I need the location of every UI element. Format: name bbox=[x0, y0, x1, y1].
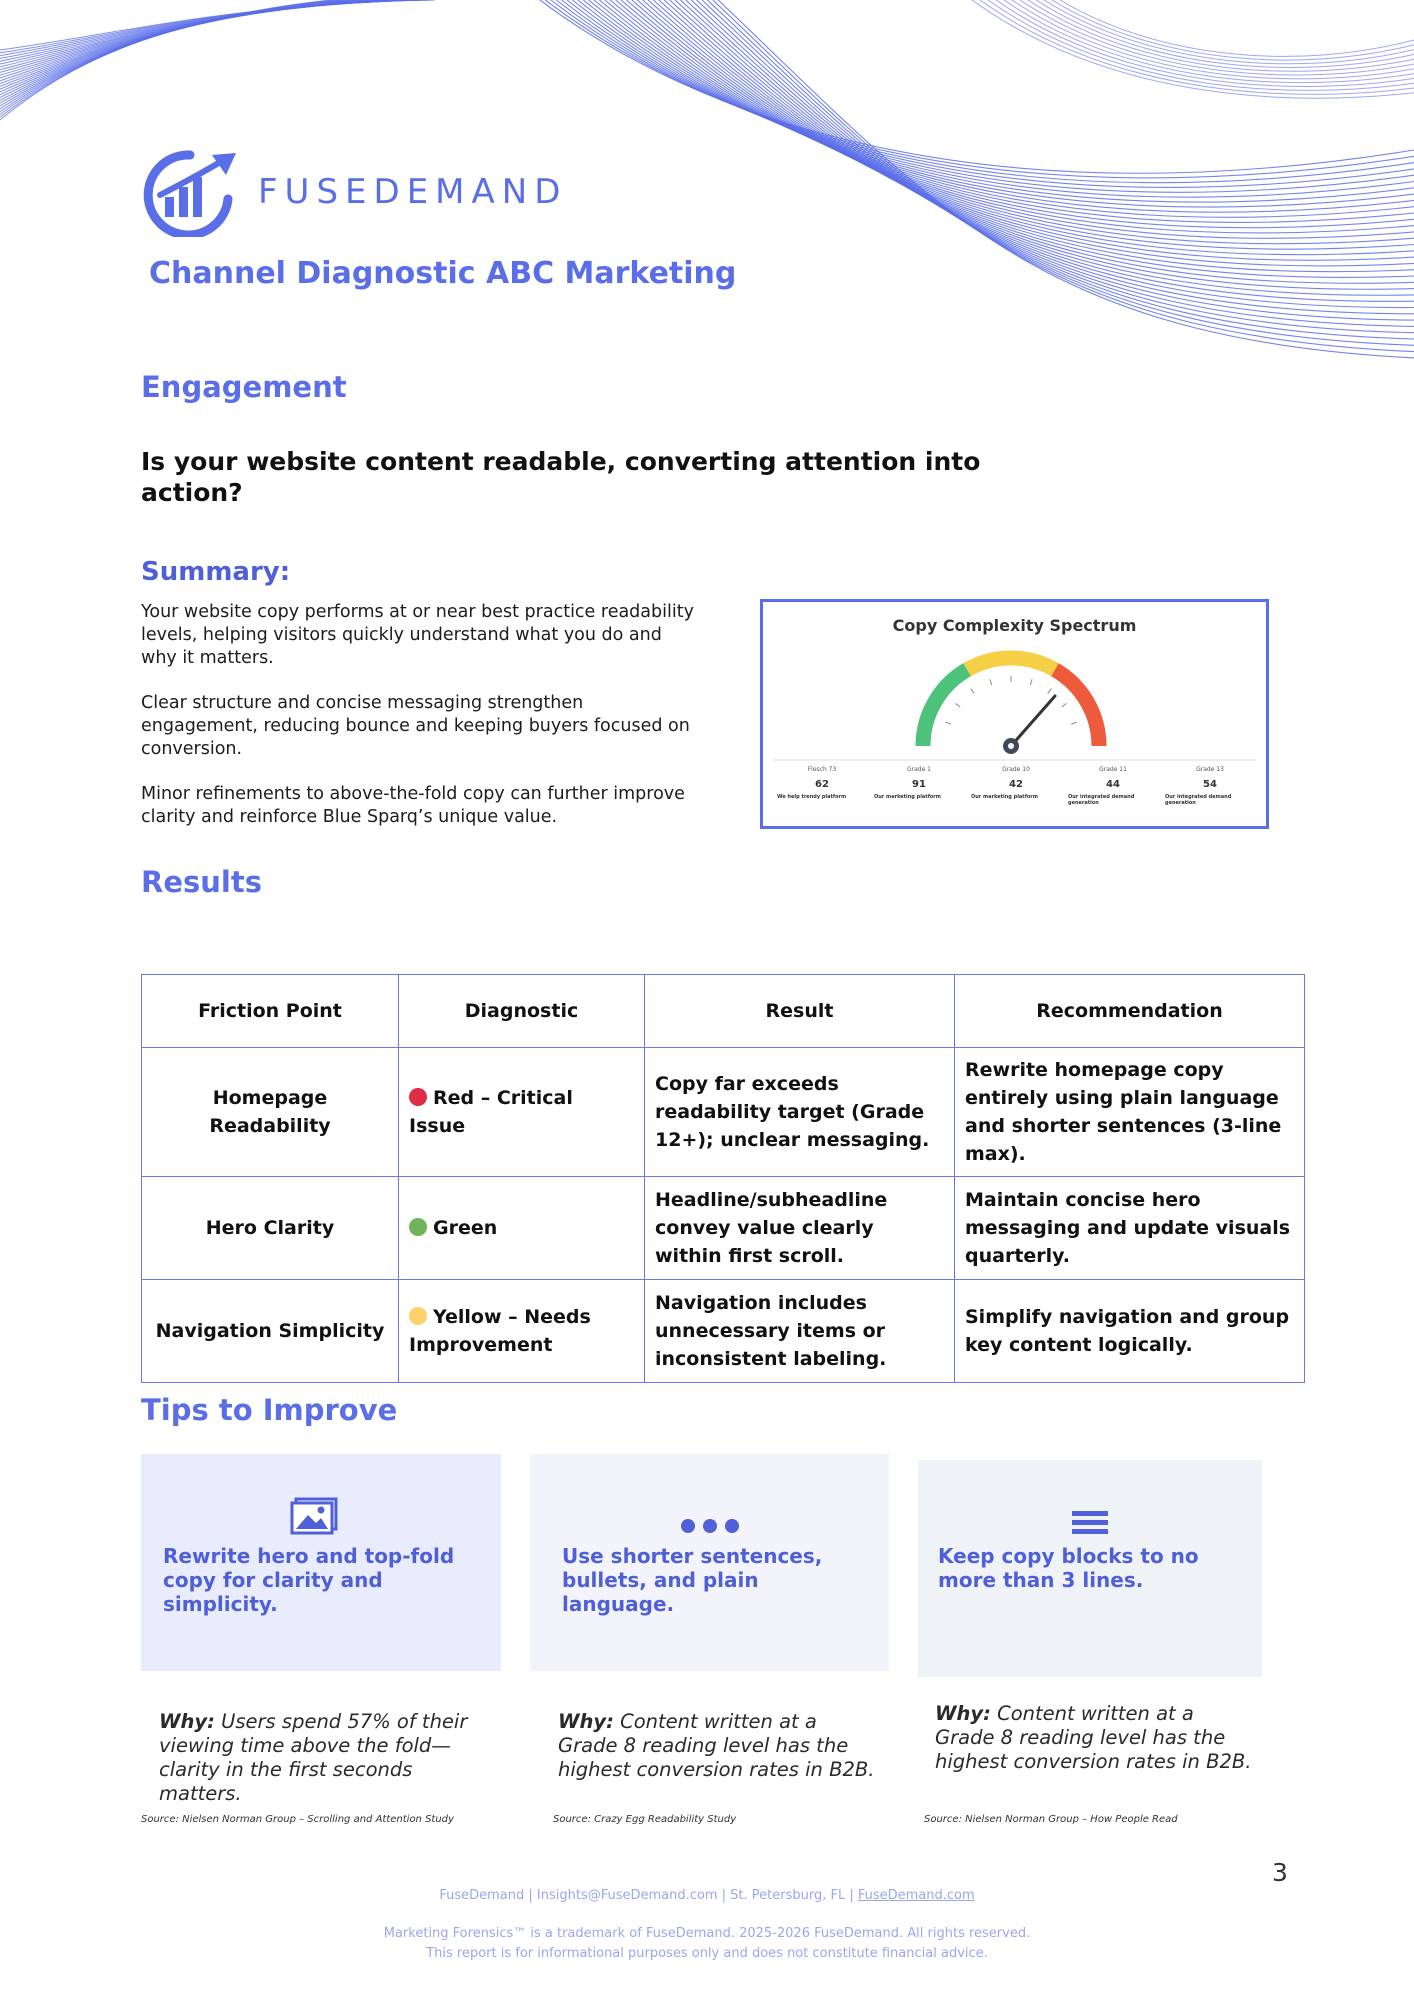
result-cell: Navigation includes unnecessary items or inconsistent labeling. bbox=[645, 1280, 955, 1383]
diagnostic-label: Green bbox=[433, 1217, 498, 1239]
gauge-column-score: 44 bbox=[1106, 779, 1120, 790]
image-icon bbox=[290, 1497, 338, 1535]
recommendation-cell: Rewrite homepage copy entirely using plain language and shorter sentences (3-line max). bbox=[955, 1048, 1305, 1177]
why-label: Why: bbox=[558, 1710, 614, 1733]
why-label: Why: bbox=[935, 1702, 991, 1725]
gauge-column-heading: We help trendy platform bbox=[777, 794, 847, 800]
header-recommendation: Recommendation bbox=[955, 975, 1305, 1048]
gauge-needle bbox=[1011, 696, 1055, 746]
results-heading: Results bbox=[141, 865, 262, 899]
gauge-column-score: 62 bbox=[815, 779, 829, 790]
gauge-column bbox=[971, 766, 1061, 800]
header-diagnostic: Diagnostic bbox=[399, 975, 645, 1048]
lines-icon bbox=[1072, 1511, 1108, 1535]
footer-contact bbox=[0, 1888, 1414, 1903]
diagnostic-cell bbox=[399, 1280, 645, 1383]
friction-point-cell: Hero Clarity bbox=[142, 1177, 399, 1280]
table-row bbox=[142, 1280, 1305, 1383]
gauge-column bbox=[874, 766, 964, 800]
status-dot-green-icon bbox=[409, 1218, 427, 1236]
tip-source-2: Source: Crazy Egg Readability Study bbox=[553, 1814, 737, 1825]
gauge-title: Copy Complexity Spectrum bbox=[892, 616, 1137, 635]
tip-source-1: Source: Nielsen Norman Group – Scrolling and Attention Study bbox=[141, 1814, 454, 1825]
diagnostic-cell bbox=[399, 1177, 645, 1280]
result-cell: Copy far exceeds readability target (Grade 12+); unclear messaging. bbox=[645, 1048, 955, 1177]
result-cell: Headline/subheadline convey value clearly within first scroll. bbox=[645, 1177, 955, 1280]
tips-heading: Tips to Improve bbox=[141, 1393, 398, 1427]
engagement-question: Is your website content readable, converting attention into action? bbox=[141, 447, 981, 507]
footer-contact-text: FuseDemand | Insights@FuseDemand.com | St. Petersburg, FL | bbox=[439, 1888, 858, 1903]
why-text: Content written at a Grade 8 reading level has the highest conversion rates in B2B. bbox=[935, 1702, 1252, 1773]
brand-name: FUSEDEMAND bbox=[258, 172, 568, 212]
tip-text-2: Use shorter sentences, bullets, and plain language. bbox=[562, 1544, 823, 1616]
tip-text-3: Keep copy blocks to no more than 3 lines. bbox=[938, 1544, 1199, 1592]
table-header-row bbox=[142, 975, 1305, 1048]
gauge-column-label: Grade 13 bbox=[1196, 766, 1224, 773]
copy-complexity-gauge bbox=[760, 599, 1269, 829]
summary-paragraph-2: Clear structure and concise messaging strengthen engagement, reducing bounce and keeping buyers focused on conversion. bbox=[141, 693, 690, 759]
gauge-column-label: Grade 11 bbox=[1099, 766, 1127, 773]
gauge-column-label: Grade 1 bbox=[906, 766, 932, 773]
diagnostic-label: Red – Critical Issue bbox=[409, 1087, 573, 1137]
gauge-column bbox=[777, 766, 867, 800]
summary-paragraph-3: Minor refinements to above-the-fold copy can further improve clarity and reinforce Blue Sparq’s unique value. bbox=[141, 784, 685, 827]
why-text: Users spend 57% of their viewing time above the fold—clarity in the first seconds matters. bbox=[159, 1710, 468, 1805]
why-text: Content written at a Grade 8 reading level has the highest conversion rates in B2B. bbox=[558, 1710, 875, 1781]
footer-disclaimer: This report is for informational purposes only and does not constitute financial advice. bbox=[426, 1946, 988, 1961]
why-label: Why: bbox=[159, 1710, 215, 1733]
summary-heading: Summary: bbox=[141, 557, 291, 587]
status-dot-red-icon bbox=[409, 1088, 427, 1106]
friction-point-cell: Navigation Simplicity bbox=[142, 1280, 399, 1383]
recommendation-cell: Simplify navigation and group key content logically. bbox=[955, 1280, 1305, 1383]
gauge-arc-green bbox=[923, 668, 970, 746]
header-friction-point: Friction Point bbox=[142, 975, 399, 1048]
gauge-column-score: 54 bbox=[1203, 779, 1217, 790]
summary-paragraph-1: Your website copy performs at or near best practice readability levels, helping visitors quickly understand what you do and why it matters. bbox=[141, 602, 694, 668]
document-title: Channel Diagnostic ABC Marketing bbox=[149, 256, 737, 291]
page-number: 3 bbox=[1272, 1858, 1288, 1887]
table-row bbox=[142, 1048, 1305, 1177]
tip-why-1 bbox=[159, 1710, 479, 1806]
friction-point-cell: Homepage Readability bbox=[142, 1048, 399, 1177]
status-dot-yellow-icon bbox=[409, 1307, 427, 1325]
gauge-column-score: 91 bbox=[912, 779, 926, 790]
gauge-column-heading: Our integrated demand generation bbox=[1165, 794, 1232, 806]
more-dots-icon bbox=[680, 1518, 740, 1534]
gauge-column-heading: Our marketing platform bbox=[874, 794, 941, 800]
table-row bbox=[142, 1177, 1305, 1280]
footer-website-link[interactable]: FuseDemand.com bbox=[857, 1888, 975, 1903]
header-result: Result bbox=[645, 975, 955, 1048]
recommendation-cell: Maintain concise hero messaging and update visuals quarterly. bbox=[955, 1177, 1305, 1280]
footer-trademark: Marketing Forensics™ is a trademark of FuseDemand. 2025-2026 FuseDemand. All rights reserved. bbox=[383, 1926, 1031, 1941]
engagement-heading: Engagement bbox=[141, 370, 347, 404]
gauge-column-label: Flesch 73 bbox=[807, 766, 837, 773]
tip-why-3 bbox=[935, 1702, 1255, 1774]
gauge-column-label: Grade 10 bbox=[1002, 766, 1030, 773]
tip-source-3: Source: Nielsen Norman Group – How People Read bbox=[924, 1814, 1178, 1825]
gauge-column-heading: Our integrated demand generation bbox=[1068, 794, 1135, 806]
gauge-column bbox=[1165, 766, 1255, 806]
gauge-arc-red bbox=[1055, 670, 1099, 746]
gauge-column-heading: Our marketing platform bbox=[971, 794, 1038, 800]
diagnostic-cell bbox=[399, 1048, 645, 1177]
gauge-arc-yellow bbox=[967, 658, 1058, 671]
tip-why-2 bbox=[558, 1710, 878, 1782]
diagnostic-label: Yellow – Needs Improvement bbox=[409, 1306, 591, 1356]
fusedemand-logo-icon bbox=[140, 147, 240, 237]
gauge-column-score: 42 bbox=[1009, 779, 1023, 790]
gauge-column bbox=[1068, 766, 1158, 806]
results-table bbox=[141, 974, 1305, 1383]
tip-text-1: Rewrite hero and top-fold copy for clarity and simplicity. bbox=[163, 1544, 455, 1616]
gauge-ticks bbox=[945, 676, 1077, 724]
